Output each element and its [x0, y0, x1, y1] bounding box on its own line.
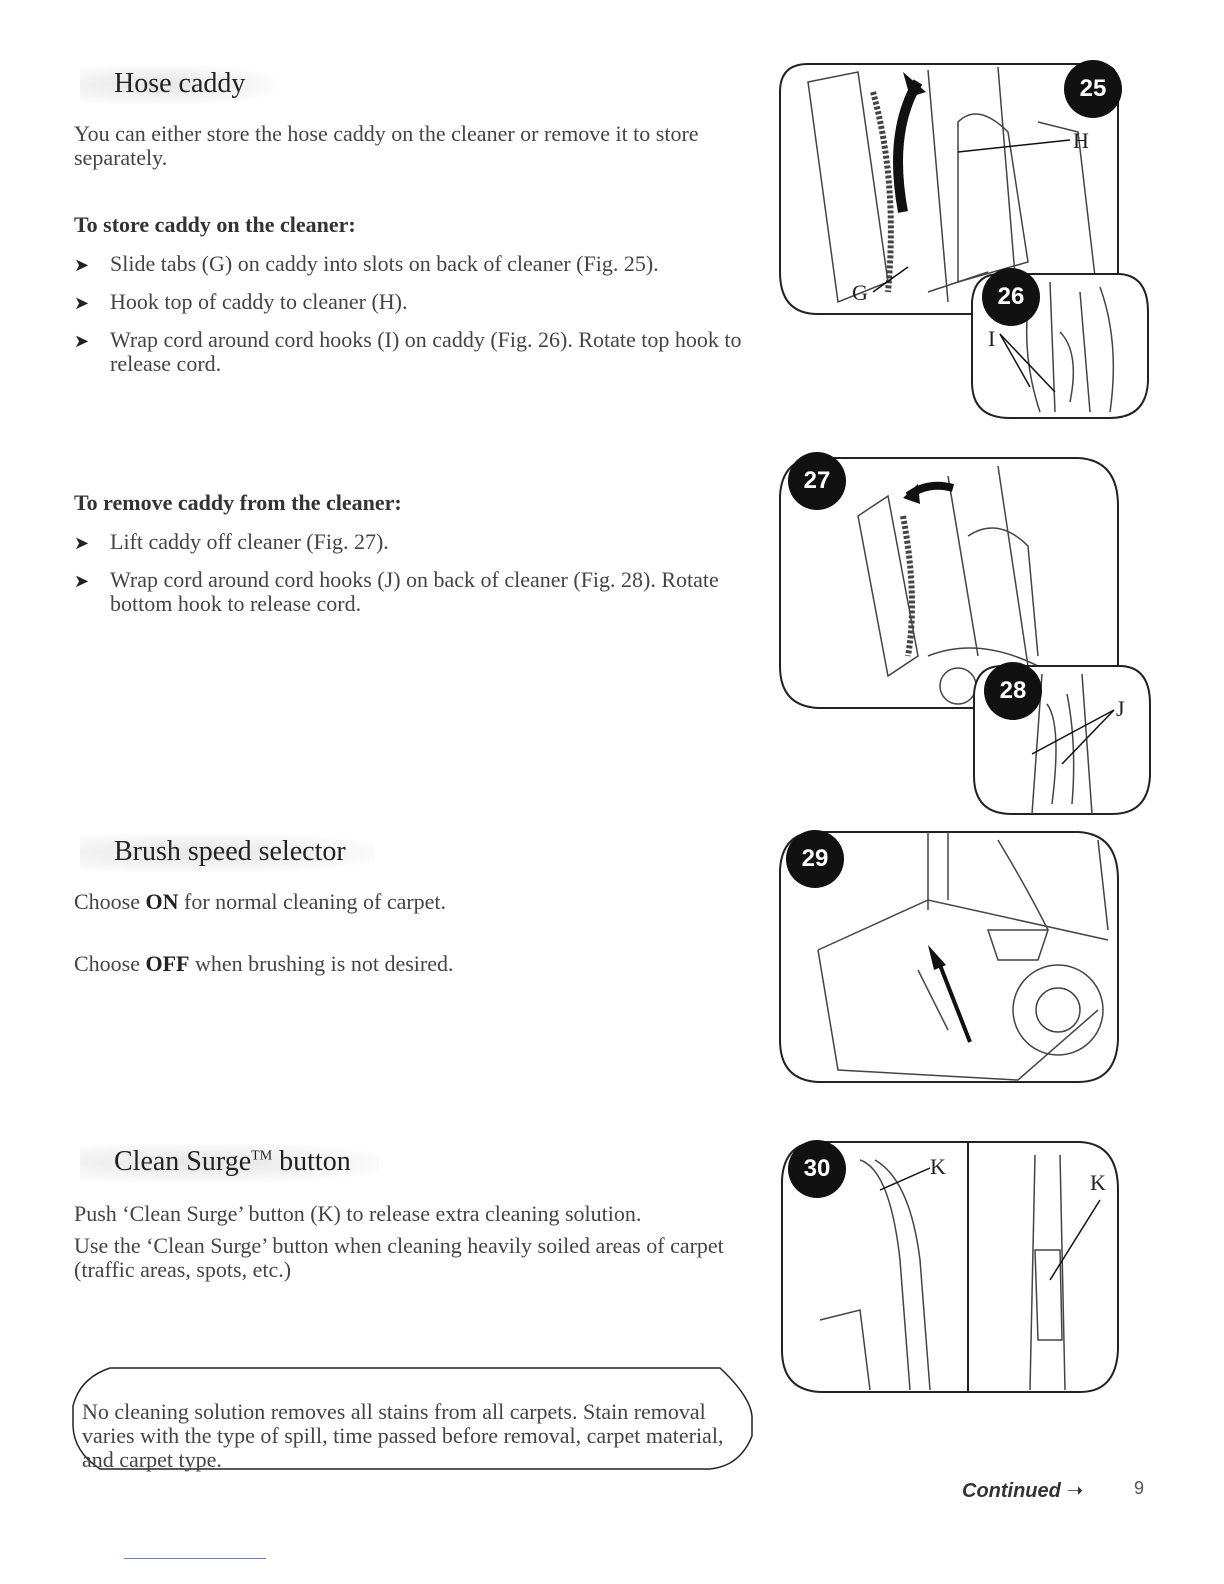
list-item: ➤ Slide tabs (G) on caddy into slots on back of cleaner (Fig. 25).: [74, 251, 659, 276]
store-caddy-steps: [74, 252, 754, 390]
hose-caddy-intro: You can either store the hose caddy on the cleaner or remove it to store separately.: [74, 121, 699, 170]
bullet-arrow-icon: ➤: [74, 255, 90, 275]
bottom-rule: [124, 1558, 266, 1559]
figure-26-badge: 26: [982, 268, 1040, 326]
bullet-arrow-icon: ➤: [74, 571, 90, 591]
figure-25-badge: 25: [1064, 60, 1122, 118]
arrow-icon: ➝: [1066, 1480, 1084, 1502]
hose-caddy-title: Hose caddy: [80, 66, 273, 104]
clean-surge-line2: Use the ‘Clean Surge’ button when cleaning heavily soiled areas of carpet (traffic areas, spots, etc.): [74, 1233, 724, 1282]
list-item: ➤ Lift caddy off cleaner (Fig. 27).: [74, 529, 389, 554]
bullet-arrow-icon: ➤: [74, 533, 90, 553]
continued-label: Continued ➝: [962, 1480, 1084, 1502]
figure-28-label-j: J: [1116, 696, 1125, 721]
figure-25-label-g: G: [852, 280, 868, 305]
bullet-arrow-icon: ➤: [74, 293, 90, 313]
figure-29-badge: 29: [786, 830, 844, 888]
bullet-arrow-icon: ➤: [74, 331, 90, 351]
brush-speed-title: Brush speed selector: [80, 834, 374, 872]
clean-surge-title: Clean Surge™ button: [80, 1144, 379, 1182]
list-item: ➤ Wrap cord around cord hooks (I) on caddy (Fig. 26). Rotate top hook to release cord.: [74, 327, 742, 376]
remove-caddy-steps: [74, 530, 754, 630]
brush-on-text: Choose ON for normal cleaning of carpet.: [74, 889, 447, 914]
figure-30-label-k-right: K: [1090, 1170, 1106, 1195]
store-caddy-heading: To store caddy on the cleaner:: [74, 212, 356, 237]
page-number: 9: [1134, 1478, 1145, 1498]
figure-30-label-k-left: K: [930, 1154, 946, 1179]
figure-27-badge: 27: [788, 452, 846, 510]
remove-caddy-heading: To remove caddy from the cleaner:: [74, 490, 402, 515]
figure-25-label-h: H: [1073, 128, 1089, 153]
brush-off-text: Choose OFF when brushing is not desired.: [74, 951, 454, 976]
stain-note: No cleaning solution removes all stains from all carpets. Stain removal varies with the type of spill, time passed before removal, carpet material, and carpet type.: [82, 1399, 724, 1472]
figure-30-badge: 30: [788, 1140, 846, 1198]
figure-26-label-i: I: [988, 326, 996, 351]
list-item: ➤ Hook top of caddy to cleaner (H).: [74, 289, 408, 314]
figure-28-badge: 28: [984, 662, 1042, 720]
list-item: ➤ Wrap cord around cord hooks (J) on back of cleaner (Fig. 28). Rotate bottom hook to release cord.: [74, 567, 719, 616]
clean-surge-line1: Push ‘Clean Surge’ button (K) to release extra cleaning solution.: [74, 1201, 642, 1226]
